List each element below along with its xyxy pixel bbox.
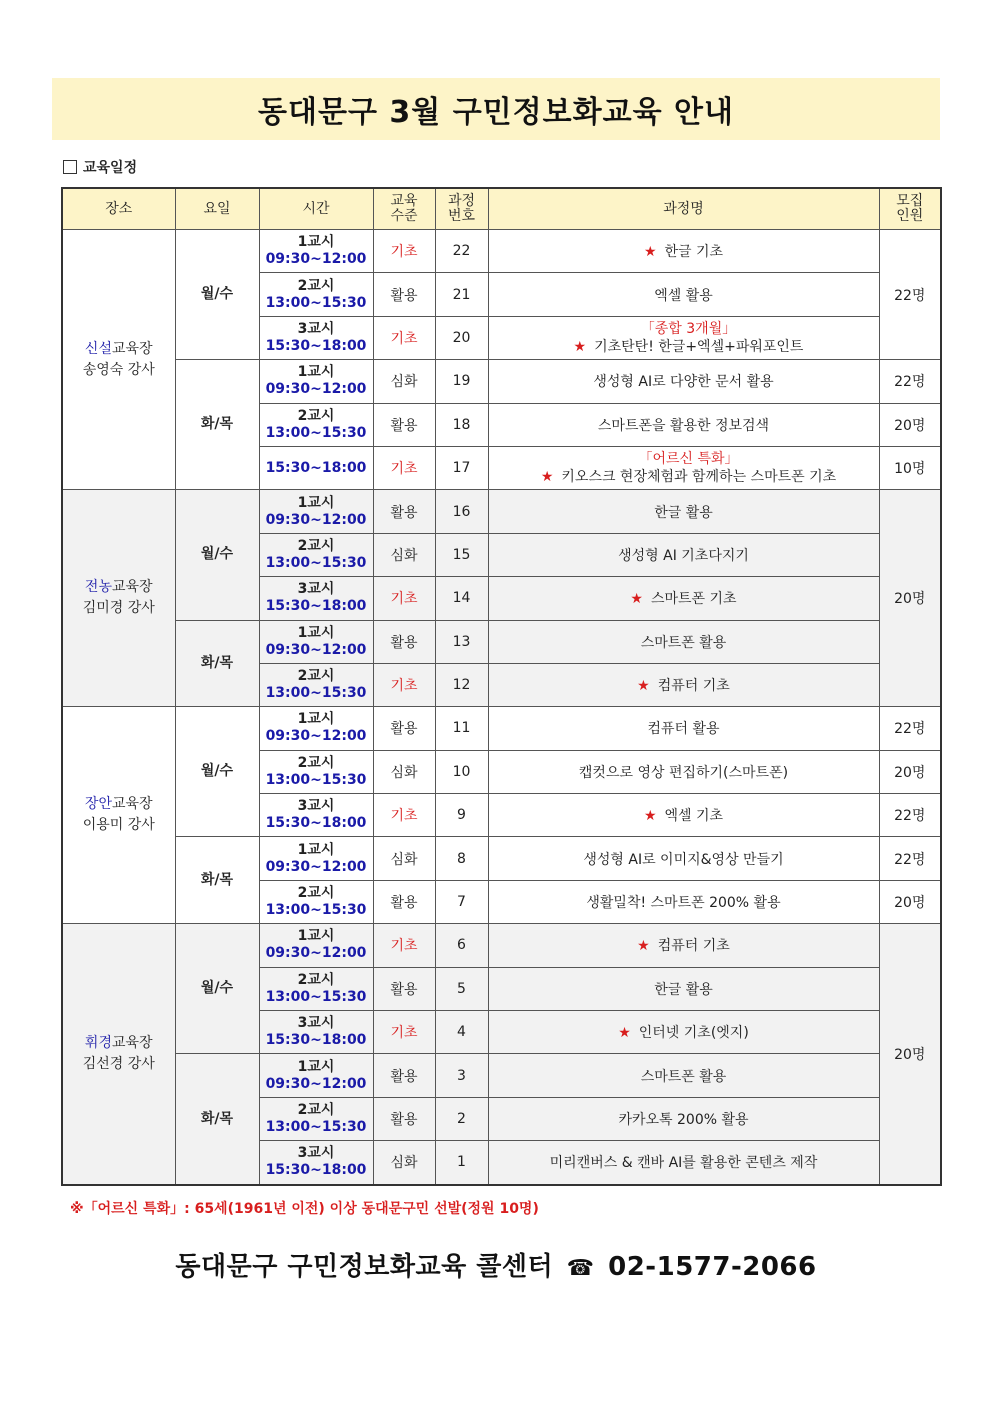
- course-name: 엑셀 활용: [654, 287, 713, 304]
- course-cell: [488, 533, 879, 576]
- time-range: 13:00~15:30: [265, 771, 367, 788]
- number-cell: 9: [435, 794, 488, 837]
- level-cell: 기초: [373, 663, 435, 706]
- course-cell: [488, 924, 879, 967]
- teacher-name: 송영숙 강사: [82, 361, 155, 378]
- place-name: 전농: [84, 579, 112, 596]
- place-cell: [62, 490, 175, 707]
- teacher-name: 이용미 강사: [82, 817, 155, 834]
- place-name: 휘경: [84, 1034, 112, 1051]
- course-name: 스마트폰 기초: [650, 591, 737, 608]
- star-icon: ★: [540, 469, 554, 486]
- course-name: 한글 활용: [654, 981, 713, 998]
- day-cell: 화/목: [175, 620, 259, 707]
- time-range: 13:00~15:30: [265, 1119, 367, 1135]
- place-cell: [62, 707, 175, 924]
- time-cell: [259, 577, 373, 620]
- time-range: 13:00~15:30: [265, 294, 367, 311]
- level-cell: 활용: [373, 1097, 435, 1140]
- course-cell: [488, 837, 879, 880]
- level-cell: 기초: [373, 1011, 435, 1054]
- course-cell: [488, 750, 879, 793]
- number-cell: 17: [435, 446, 488, 489]
- time-range: 15:30~18:00: [265, 815, 367, 832]
- period-label: 3교시: [297, 1015, 335, 1032]
- time-cell: [259, 924, 373, 967]
- course-tag: 「어르신 특화」: [638, 451, 739, 468]
- number-cell: 22: [435, 230, 488, 273]
- course-name: 기초탄탄! 한글+엑셀+파워포인트: [594, 338, 804, 355]
- course-name: 인터넷 기초(엣지): [638, 1025, 749, 1042]
- header-level-line2: 수준: [390, 208, 418, 224]
- time-cell: [259, 837, 373, 880]
- time-cell: [259, 403, 373, 446]
- table-row: [62, 707, 941, 750]
- course-name: 생성형 AI 기초다지기: [618, 547, 749, 564]
- level-cell: 활용: [373, 273, 435, 316]
- time-range: 13:00~15:30: [265, 902, 367, 919]
- period-label: 2교시: [297, 277, 335, 294]
- course-name: 한글 활용: [654, 504, 713, 521]
- capacity-cell: 20명: [879, 924, 941, 1185]
- time-cell: [259, 490, 373, 533]
- number-cell: 8: [435, 837, 488, 880]
- period-label: 3교시: [297, 1145, 335, 1162]
- time-range: 13:00~15:30: [265, 554, 367, 571]
- level-cell: 심화: [373, 533, 435, 576]
- course-cell: [488, 1011, 879, 1054]
- course-name: 카카오톡 200% 활용: [618, 1112, 749, 1128]
- day-cell: 화/목: [175, 837, 259, 924]
- place-cell: [62, 924, 175, 1185]
- time-range: 13:00~15:30: [265, 424, 367, 441]
- level-cell: 활용: [373, 967, 435, 1010]
- course-name: 미리캔버스 & 캔바 AI를 활용한 콘텐츠 제작: [549, 1155, 818, 1172]
- number-cell: 21: [435, 273, 488, 316]
- time-range: 09:30~12:00: [265, 728, 367, 745]
- time-range: 15:30~18:00: [265, 1162, 367, 1179]
- capacity-cell: 22명: [879, 360, 941, 403]
- number-cell: 16: [435, 490, 488, 533]
- time-cell: [259, 1097, 373, 1140]
- course-cell: [488, 620, 879, 663]
- course-cell: [488, 490, 879, 533]
- course-name: 스마트폰 활용: [640, 1068, 727, 1085]
- time-range: 15:30~18:00: [265, 1032, 367, 1049]
- period-label: 1교시: [297, 494, 335, 511]
- period-label: 2교시: [297, 407, 335, 424]
- course-name: 생성형 AI로 이미지&영상 만들기: [583, 851, 784, 868]
- level-cell: 기초: [373, 924, 435, 967]
- time-cell: [259, 620, 373, 663]
- capacity-cell: 10명: [879, 446, 941, 489]
- capacity-cell: 20명: [879, 880, 941, 923]
- day-cell: 월/수: [175, 924, 259, 1054]
- course-name: 컴퓨터 활용: [647, 721, 720, 738]
- day-cell: 월/수: [175, 490, 259, 620]
- place-suffix: 교육장: [111, 796, 153, 813]
- number-cell: 6: [435, 924, 488, 967]
- level-cell: 심화: [373, 750, 435, 793]
- place-cell: [62, 230, 175, 490]
- star-icon: ★: [643, 244, 657, 261]
- place-name: 장안: [84, 796, 112, 813]
- header-number-line2: 번호: [447, 208, 476, 224]
- time-cell: [259, 794, 373, 837]
- period-label: 3교시: [297, 581, 335, 598]
- time-cell: [259, 316, 373, 359]
- period-label: 1교시: [297, 841, 335, 858]
- schedule-table: [61, 187, 942, 1186]
- day-cell: 월/수: [175, 707, 259, 837]
- time-range: 13:00~15:30: [265, 988, 367, 1005]
- star-icon: ★: [637, 938, 650, 955]
- course-cell: [488, 1097, 879, 1140]
- time-range: 09:30~12:00: [265, 858, 367, 875]
- course-cell: [488, 1054, 879, 1097]
- number-cell: 10: [435, 750, 488, 793]
- page-title: 동대문구 3월 구민정보화교육 안내: [258, 95, 734, 130]
- level-cell: 기초: [373, 316, 435, 359]
- course-cell: [488, 967, 879, 1010]
- level-cell: 활용: [373, 1054, 435, 1097]
- capacity-cell: 20명: [879, 403, 941, 446]
- star-icon: ★: [618, 1025, 631, 1042]
- star-icon: ★: [630, 591, 643, 608]
- period-label: 2교시: [297, 537, 335, 554]
- course-cell: [488, 360, 879, 403]
- table-row: [62, 837, 941, 880]
- level-cell: 심화: [373, 1141, 435, 1185]
- course-name: 스마트폰을 활용한 정보검색: [597, 417, 770, 434]
- level-cell: 기초: [373, 446, 435, 489]
- time-range: 09:30~12:00: [265, 641, 367, 658]
- star-icon: ★: [643, 808, 657, 825]
- course-cell: [488, 316, 879, 359]
- course-name: 생성형 AI로 다양한 문서 활용: [593, 374, 774, 391]
- time-cell: [259, 1141, 373, 1185]
- section-label-text: 교육일정: [83, 160, 138, 176]
- header-number: [435, 188, 488, 230]
- level-cell: 기초: [373, 577, 435, 620]
- place-suffix: 교육장: [111, 340, 153, 357]
- table-row: [62, 924, 941, 967]
- header-capacity-line1: 모집: [896, 193, 924, 209]
- level-cell: 활용: [373, 707, 435, 750]
- time-range: 15:30~18:00: [265, 459, 367, 476]
- header-place: 장소: [62, 188, 175, 230]
- time-cell: [259, 1011, 373, 1054]
- checkbox-icon[interactable]: [63, 160, 77, 174]
- number-cell: 14: [435, 577, 488, 620]
- number-cell: 13: [435, 620, 488, 663]
- header-time: 시간: [259, 188, 373, 230]
- time-range: 09:30~12:00: [265, 945, 367, 962]
- time-range: 15:30~18:00: [265, 598, 367, 615]
- header-level-line1: 교육: [390, 193, 418, 209]
- period-label: 2교시: [297, 754, 335, 771]
- course-cell: [488, 446, 879, 489]
- number-cell: 20: [435, 316, 488, 359]
- period-label: 1교시: [297, 1058, 335, 1075]
- capacity-cell: 20명: [879, 750, 941, 793]
- phone-icon: ☎: [566, 1256, 595, 1281]
- table-row: [62, 490, 941, 533]
- callcenter-label: 동대문구 구민정보화교육 콜센터: [175, 1252, 554, 1282]
- number-cell: 2: [435, 1097, 488, 1140]
- table-row: [62, 360, 941, 403]
- number-cell: 19: [435, 360, 488, 403]
- time-cell: [259, 967, 373, 1010]
- day-cell: 화/목: [175, 1054, 259, 1185]
- course-tag: 「종합 3개월」: [640, 320, 737, 337]
- course-cell: [488, 230, 879, 273]
- capacity-cell: 22명: [879, 707, 941, 750]
- table-header-row: [62, 188, 941, 230]
- header-course: 과정명: [488, 188, 879, 230]
- time-range: 09:30~12:00: [265, 1075, 367, 1092]
- period-label: 3교시: [297, 320, 335, 337]
- level-cell: 활용: [373, 490, 435, 533]
- table-row: [62, 230, 941, 273]
- callcenter-line: [0, 1246, 992, 1283]
- time-cell: [259, 1054, 373, 1097]
- number-cell: 7: [435, 880, 488, 923]
- time-cell: [259, 446, 373, 489]
- course-name: 엑셀 기초: [664, 808, 724, 825]
- title-banner: [52, 78, 940, 140]
- period-label: 2교시: [297, 885, 335, 902]
- course-name: 컴퓨터 기초: [657, 938, 730, 955]
- teacher-name: 김미경 강사: [82, 600, 155, 617]
- time-cell: [259, 230, 373, 273]
- header-capacity: [879, 188, 941, 230]
- period-label: 3교시: [297, 798, 335, 815]
- period-label: 2교시: [297, 1102, 335, 1118]
- time-cell: [259, 360, 373, 403]
- course-name: 컴퓨터 기초: [657, 678, 730, 695]
- day-cell: 화/목: [175, 360, 259, 490]
- time-cell: [259, 880, 373, 923]
- course-cell: [488, 794, 879, 837]
- capacity-cell: 22명: [879, 230, 941, 360]
- period-label: 1교시: [297, 234, 335, 251]
- time-cell: [259, 750, 373, 793]
- capacity-cell: 20명: [879, 490, 941, 707]
- level-cell: 심화: [373, 360, 435, 403]
- course-cell: [488, 707, 879, 750]
- number-cell: 1: [435, 1141, 488, 1185]
- capacity-cell: 22명: [879, 794, 941, 837]
- header-day: 요일: [175, 188, 259, 230]
- number-cell: 4: [435, 1011, 488, 1054]
- time-cell: [259, 707, 373, 750]
- period-label: 1교시: [297, 928, 335, 945]
- capacity-cell: 22명: [879, 837, 941, 880]
- level-cell: 기초: [373, 230, 435, 273]
- time-range: 09:30~12:00: [265, 381, 367, 398]
- level-cell: 활용: [373, 403, 435, 446]
- table-row: [62, 620, 941, 663]
- time-cell: [259, 663, 373, 706]
- course-cell: [488, 1141, 879, 1185]
- level-cell: 기초: [373, 794, 435, 837]
- header-level: [373, 188, 435, 230]
- section-label: [63, 157, 137, 177]
- course-cell: [488, 663, 879, 706]
- period-label: 1교시: [297, 364, 335, 381]
- time-range: 15:30~18:00: [265, 337, 367, 354]
- course-name: 생활밀착! 스마트폰 200% 활용: [586, 895, 781, 912]
- course-cell: [488, 273, 879, 316]
- star-icon: ★: [637, 678, 650, 695]
- header-capacity-line2: 인원: [896, 208, 924, 224]
- callcenter-number[interactable]: 02-1577-2066: [608, 1252, 817, 1282]
- place-name: 신설: [84, 340, 112, 357]
- period-label: 1교시: [297, 624, 335, 641]
- course-cell: [488, 577, 879, 620]
- period-label: 2교시: [297, 668, 335, 685]
- footnote: ※「어르신 특화」: 65세(1961년 이전) 이상 동대문구민 선발(정원 10명): [70, 1201, 539, 1217]
- level-cell: 심화: [373, 837, 435, 880]
- course-name: 캡컷으로 영상 편집하기(스마트폰): [578, 764, 789, 781]
- level-cell: 활용: [373, 620, 435, 663]
- period-label: 1교시: [297, 711, 335, 728]
- place-suffix: 교육장: [111, 1034, 153, 1051]
- teacher-name: 김선경 강사: [82, 1055, 155, 1072]
- time-range: 13:00~15:30: [265, 685, 367, 702]
- number-cell: 5: [435, 967, 488, 1010]
- time-cell: [259, 533, 373, 576]
- course-cell: [488, 880, 879, 923]
- time-range: 09:30~12:00: [265, 251, 367, 268]
- number-cell: 12: [435, 663, 488, 706]
- place-suffix: 교육장: [111, 579, 153, 596]
- time-range: 09:30~12:00: [265, 511, 367, 528]
- number-cell: 3: [435, 1054, 488, 1097]
- time-cell: [259, 273, 373, 316]
- table-row: [62, 1054, 941, 1097]
- period-label: 2교시: [297, 971, 335, 988]
- course-name: 한글 기초: [664, 244, 724, 261]
- course-name: 스마트폰 활용: [640, 634, 727, 651]
- level-cell: 활용: [373, 880, 435, 923]
- course-name: 키오스크 현장체험과 함께하는 스마트폰 기초: [561, 469, 837, 486]
- header-number-line1: 과정: [447, 193, 476, 209]
- course-cell: [488, 403, 879, 446]
- number-cell: 18: [435, 403, 488, 446]
- day-cell: 월/수: [175, 230, 259, 360]
- number-cell: 11: [435, 707, 488, 750]
- number-cell: 15: [435, 533, 488, 576]
- star-icon: ★: [573, 338, 587, 355]
